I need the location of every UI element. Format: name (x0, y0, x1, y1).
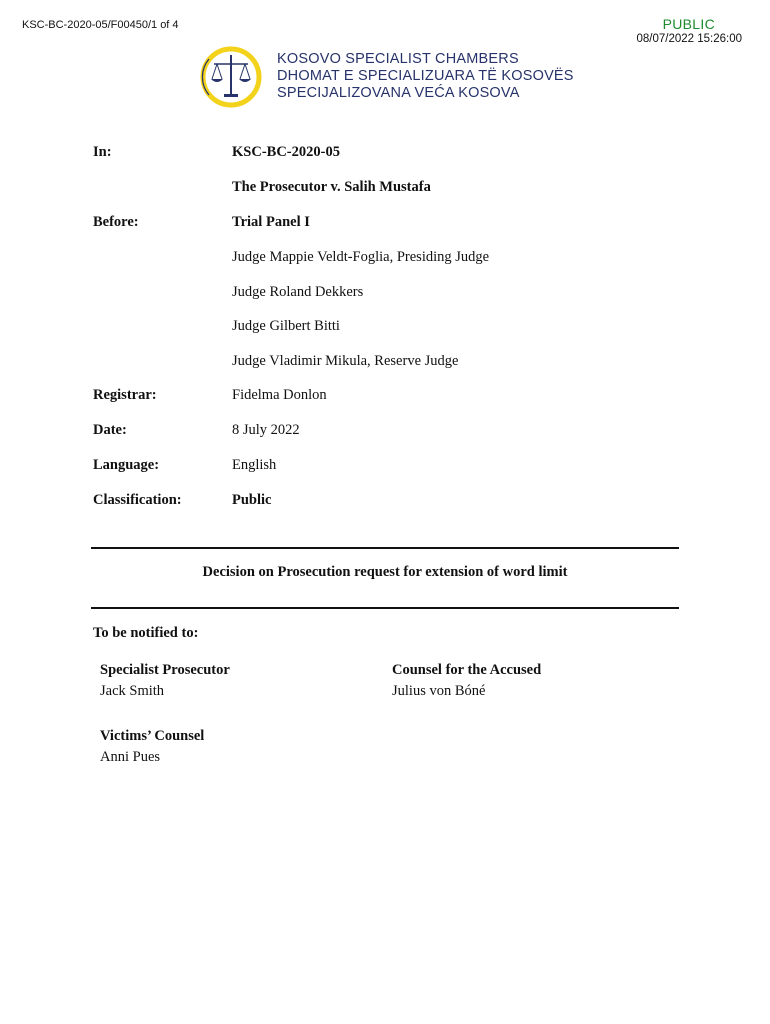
notified-heading: To be notified to: (93, 625, 199, 641)
field-label: Language: (93, 457, 160, 473)
registrar-name: Fidelma Donlon (232, 387, 327, 403)
party-name: Jack Smith (100, 683, 165, 699)
judge-name: Judge Roland Dekkers (232, 284, 364, 300)
field-label: In: (93, 144, 112, 160)
field-label: Date: (93, 422, 127, 438)
field-label: Classification: (93, 492, 182, 508)
public-stamp: PUBLIC (662, 16, 715, 32)
stamp-date: 08/07/2022 15:26:00 (636, 33, 742, 45)
decision-title: Decision on Prosecution request for extension of word limit (202, 564, 568, 580)
party-role: Specialist Prosecutor (100, 662, 230, 678)
panel-name: Trial Panel I (232, 214, 310, 230)
judge-name: Judge Gilbert Bitti (232, 318, 340, 334)
language-value: English (232, 457, 277, 473)
field-label: Registrar: (93, 387, 157, 403)
document-reference: KSC-BC-2020-05/F00450/1 of 4 (22, 19, 179, 31)
classification-value: Public (232, 492, 272, 508)
chambers-name-english: KOSOVO SPECIALIST CHAMBERS (277, 51, 519, 67)
party-name: Julius von Bóné (392, 683, 486, 699)
date-value: 8 July 2022 (232, 422, 300, 438)
field-label: Before: (93, 214, 139, 230)
judge-name: Judge Mappie Veldt-Foglia, Presiding Judge (232, 249, 490, 265)
party-name: Anni Pues (100, 749, 161, 765)
chambers-logo (200, 45, 580, 109)
divider-top (91, 547, 679, 549)
chambers-name-albanian: DHOMAT E SPECIALIZUARA TË KOSOVËS (277, 68, 574, 84)
party-counsel-accused (392, 662, 541, 700)
scales-of-justice-icon (200, 45, 266, 109)
party-victims-counsel (100, 728, 204, 766)
divider-bottom (91, 607, 679, 609)
party-role: Victims’ Counsel (100, 728, 205, 744)
judge-name: Judge Vladimir Mikula, Reserve Judge (232, 353, 459, 369)
case-number: KSC-BC-2020-05 (232, 144, 340, 160)
chambers-name-serbian: SPECIJALIZOVANA VEĆA KOSOVA (277, 85, 520, 101)
case-name: The Prosecutor v. Salih Mustafa (232, 179, 431, 195)
party-role: Counsel for the Accused (392, 662, 542, 678)
party-specialist-prosecutor (100, 662, 230, 700)
